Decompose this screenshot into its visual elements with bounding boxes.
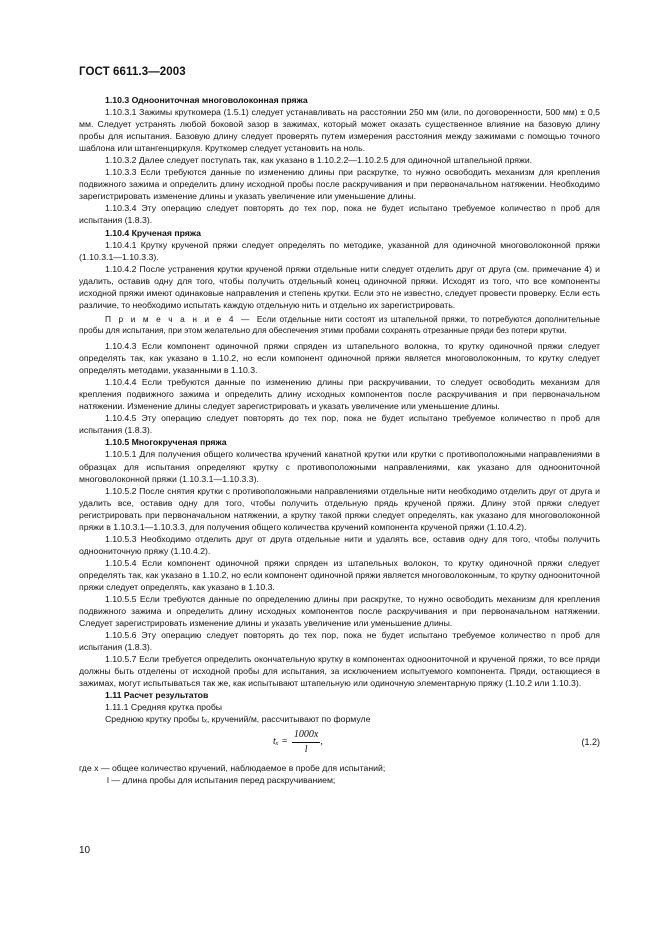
body-paragraph: 1.10.5.4 Если компонент одиночной пряжи спряден из штапельных волокон, то крутку одиночной пряжи следует определять так, как указано в 1.10.2, но если компонент одиночной пряжи является многоволоконным, то крутку одноониточной пряжи следует определять, как указано в 1.10.3.	[79, 557, 600, 592]
body-paragraph: 1.10.5.7 Если требуется определить окончательную крутку в компонентах одноониточной и крученой пряжи, то все пряди должны быть отделены от исходной пробы для испытания, за исключением испытуемого компонента. Пряди, остающиеся в зажимах, могут испытываться так же, как испытывают штапельную или одиночную элементарную пряжу (1.10.2 или 1.10.3).	[79, 654, 600, 689]
body-paragraph: 1.10.5.3 Необходимо отделить друг от друга отдельные нити и удалять все, оставив одну для того, чтобы получить одноониточную пряжу (1.10.4.2).	[79, 533, 600, 556]
section-heading: 1.10.5 Многокрученая пряжа	[105, 437, 227, 448]
section-heading: 1.11 Расчет результатов	[105, 690, 209, 701]
body-paragraph: 1.10.4.4 Если требуются данные по изменению длины при раскручивании, то следует освободить механизм для крепления подвижного зажима и определить длину исходных компонентов после раскручивания и при первоначальном натяжении. Изменение длины следует зарегистрировать и указать увеличение или уменьшение длины.	[79, 377, 600, 412]
paragraphs	[79, 94, 600, 726]
body-paragraph: 1.10.3.2 Далее следует поступать так, как указано в 1.10.2.2—1.10.2.5 для одиночной штапельной пряжи.	[105, 155, 533, 166]
where-line-1: где x — общее количество кручений, наблюдаемое в пробе для испытаний;	[79, 762, 386, 773]
body-paragraph: 1.10.4.2 После устранения крутки крученой пряжи отдельные нити следует отделить друг от друга (см. примечание 4) и удалить, оставив одну для того, чтобы получить отдельный конец одиночной пряжи. Исходят из того, что все компоненты исходной пряжи имеют одинаковые направления и степень крутки. Если это не известно, следует провести проверку. Если есть различие, то необходимо испытать каждую отдельную нить и отдельно их зарегистрировать.	[79, 263, 600, 310]
formula-denominator: l	[304, 743, 308, 755]
formula-trailing: ,	[320, 736, 323, 747]
formula-lhs: tₓ =	[273, 736, 288, 747]
body-paragraph: 1.10.4.5 Эту операцию следует повторять до тех пор, пока не будет испытано требуемое количество n проб для испытания (1.8.3).	[79, 413, 600, 436]
section-heading: 1.10.4 Крученая пряжа	[105, 227, 201, 238]
formula-number: (1.2)	[581, 736, 600, 747]
body-paragraph: 1.10.3.4 Эту операцию следует повторять до тех пор, пока не будет испытано требуемое количество n проб для испытания (1.8.3).	[79, 203, 600, 226]
document-header: ГОСТ 6611.3—2003	[79, 66, 186, 78]
note-paragraph	[79, 314, 600, 337]
formula-numerator: 1000x	[292, 729, 320, 743]
body-paragraph: 1.10.3.3 Если требуются данные по изменению длины при раскрутке, то нужно освободить механизм для крепления подвижного зажима и определить длину исходной пробы после раскручивания и при первоначальном натяжении. Необходимо зарегистрировать изменение длины и указать увеличение или уменьшение длины.	[79, 167, 600, 202]
body-paragraph: 1.11.1 Средняя крутка пробы	[105, 702, 223, 713]
formula-fraction	[292, 729, 320, 756]
body-paragraph: 1.10.5.6 Эту операцию следует повторять до тех пор, пока не будет испытано требуемое количество n проб для испытания (1.8.3).	[79, 630, 600, 653]
body-paragraph: 1.10.4.3 Если компонент одиночной пряжи спряден из штапельного волокна, то крутку одиночной пряжи следует определять так, как указано в 1.10.2, но если компонент одиночной пряжи является многоволоконным, то крутку следует определять методами, указанными в 1.10.3.	[79, 341, 600, 376]
document-body	[79, 94, 600, 786]
body-paragraph: Среднюю крутку пробы tₓ, кручений/м, рассчитывают по формуле	[105, 714, 371, 725]
where-line-2: l — длина пробы для испытания перед раскручиванием;	[107, 774, 336, 785]
section-heading: 1.10.3 Одноониточная многоволоконная пряжа	[105, 95, 308, 105]
page-number: 10	[79, 845, 91, 856]
formula	[273, 729, 323, 756]
body-paragraph: 1.10.5.5 Если требуются данные по определению длины при раскрутке, то нужно освободить механизм для крепления подвижного зажима и определить длину исходных компонентов после раскручивания и при первоначальном натяжении. Следует зарегистрировать изменение длины и указать увеличение или уменьшение длины.	[79, 594, 600, 629]
body-paragraph: 1.10.4.1 Крутку крученой пряжи следует определять по методике, указанной для одиночной многоволоконной пряжи (1.10.3.1—1.10.3.3).	[79, 239, 600, 262]
note-label: П р и м е ч а н и е 4 —	[105, 313, 257, 324]
body-paragraph: 1.10.3.1 Зажимы круткомера (1.5.1) следует устанавливать на расстоянии 250 мм (или, по договоренности, 500 мм) ± 0,5 мм. Следует устранять любой боковой зазор в зажимах, который может оказать существенное влияние на базовую длину пробы для испытания. Базовую длину следует проверять путем измерения расстояния между зажимами с помощью точного шаблона или штангенциркуля. Круткомер следует установить на ноль.	[79, 107, 600, 154]
body-paragraph: 1.10.5.2 После снятия крутки с противоположными направлениями отдельные нити необходимо отделить друг от друга и удалить все, оставив одну для того, чтобы получить отдельную прядь крученой пряжи. Длину этой пряжи следует регистрировать при первоначальном натяжении, а крутку такой пряжи следует определять, как указано для многоволоконной пряжи в 1.10.3.1—1.10.3.3, для получения общего количества кручений компонента крученой пряжи (1.10.4.2).	[79, 485, 600, 532]
note-text: Если отдельные нити состоят из штапельной пряжи, то потребуются дополнительные пробы для испытания, при этом желательно для обеспечения этими пробами сохранять отрезанные пряди без потери крутки.	[79, 313, 600, 336]
formula-row	[79, 728, 600, 758]
body-paragraph: 1.10.5.1 Для получения общего количества кручений канатной крутки или крутки с противоположными направлениями в образцах для испытания определяют крутку с противоположными направлениями, как указано для одноониточной многоволоконной пряжи (1.10.3.1—1.10.3.3).	[79, 449, 600, 484]
